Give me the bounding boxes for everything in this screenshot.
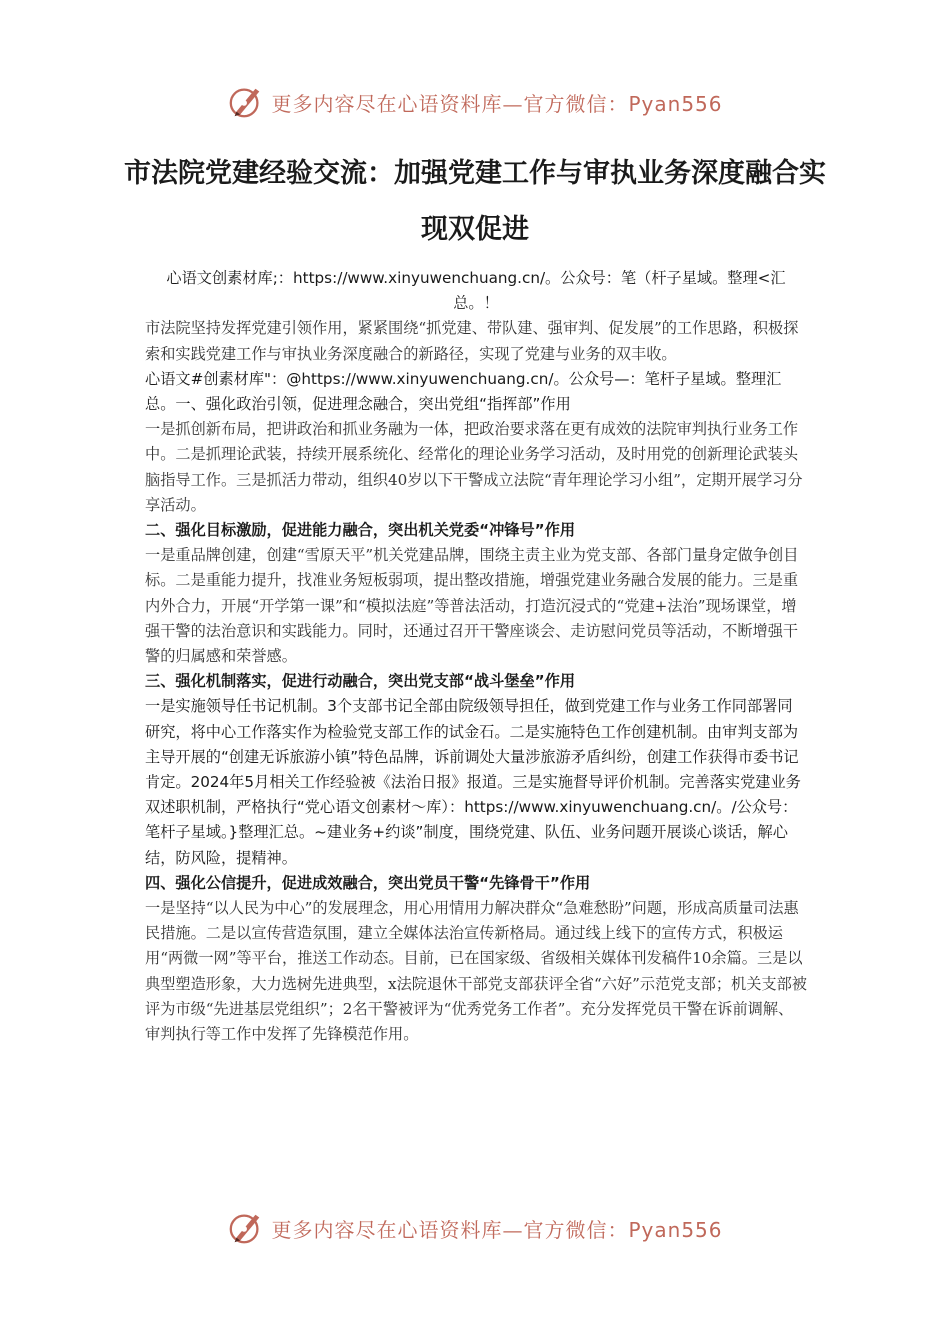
header-watermark-banner — [0, 82, 950, 122]
section-1-body: 一是抓创新布局，把讲政治和抓业务融为一体，把政治要求落在更有成效的法院审判执行业务工作中。二是抓理论武装，持续开展系统化、经常化的理论业务学习活动，及时用党的创新理论武装头脑指导工作。三是抓活力带动，组织40岁以下干警成立法院“青年理论学习小组”，定期开展学习分享活动。 — [145, 420, 803, 514]
pen-logo-icon — [227, 83, 265, 121]
banner-text: 更多内容尽在心语资料库—官方微信：Pyan556 — [271, 91, 723, 116]
section-4-heading: 四、强化公信提升，促进成效融合，突出党员干警“先锋骨干”作用 — [145, 873, 591, 892]
wechat-id: Pyan556 — [628, 1217, 723, 1242]
document-body — [145, 266, 807, 1047]
pen-logo-icon — [227, 1209, 265, 1247]
banner-text: 更多内容尽在心语资料库—官方微信：Pyan556 — [271, 1217, 723, 1242]
wechat-id: Pyan556 — [628, 91, 723, 116]
section-4-body: 一是坚持“以人民为中心”的发展理念，用心用情用力解决群众“急难愁盼”问题，形成高质量司法惠民措施。二是以宣传营造氛围，建立全媒体法治宣传新格局。通过线上线下的宣传方式，积极运用“两微一网”等平台，推送工作动态。目前，已在国家级、省级相关媒体刊发稿件10余篇。三是以典型塑造形象，大力选树先进典型，x法院退休干部党支部获评全省“六好”示范党支部；机关支部被评为市级“先进基层党组织”；2名干警被评为“优秀党务工作者”。充分发挥党员干警在诉前调解、审判执行等工作中发挥了先锋模范作用。 — [145, 899, 807, 1044]
section-3-heading: 三、强化机制落实，促进行动融合，突出党支部“战斗堡垒”作用 — [145, 672, 576, 691]
source-note-and-section-1-heading: 心语文#创素材库"：@https://www.xinyuwenchuang.cn/。公众号—：笔杆子星域。整理汇总。一、强化政治引领，促进理念融合，突出党组“指挥部”作用 — [145, 369, 782, 414]
section-3-body: 一是实施领导任书记机制。3个支部书记全部由院级领导担任，做到党建工作与业务工作同部署同研究，将中心工作落实作为检验党支部工作的试金石。二是实施特色工作创建机制。由审判支部为主导开展的“创建无诉旅游小镇”特色品牌，诉前调处大量涉旅游矛盾纠纷，创建工作获得市委书记肯定。2024年5月相关工作经验被《法治日报》报道。三是实施督导评价机制。完善落实党建业务双述职机制，严格执行“党心语文创素材～库）：https://www.xinyuwenchuang.cn/。/公众号：笔杆子星域。}整理汇总。~建业务+约谈”制度，围绕党建、队伍、业务问题开展谈心谈话，解心结，防风险，提精神。 — [145, 697, 801, 867]
section-2-body: 一是重品牌创建，创建“雪原天平”机关党建品牌，围绕主责主业为党支部、各部门量身定做争创目标。二是重能力提升，找准业务短板弱项，提出整改措施，增强党建业务融合发展的能力。三是重内外合力，开展“开学第一课”和“模拟法庭”等普法活动，打造沉浸式的“党建+法治”现场课堂，增强干警的法治意识和实践能力。同时，还通过召开干警座谈会、走访慰问党员等活动，不断增强干警的归属感和荣誉感。 — [145, 546, 799, 666]
section-2-heading: 二、强化目标激励，促进能力融合，突出机关党委“冲锋号”作用 — [145, 521, 576, 540]
source-note: 心语文创素材库;：https://www.xinyuwenchuang.cn/。公众号：笔（杆子星域。整理<汇总。！ — [166, 269, 786, 313]
intro-paragraph: 市法院坚持发挥党建引领作用，紧紧围绕“抓党建、带队建、强审判、促发展”的工作思路，积极探索和实践党建工作与审执业务深度融合的新路径，实现了党建与业务的双丰收。 — [145, 319, 799, 363]
document-title: 市法院党建经验交流：加强党建工作与审执业务深度融合实现双促进 — [124, 158, 826, 245]
footer-watermark-banner — [0, 1208, 950, 1248]
